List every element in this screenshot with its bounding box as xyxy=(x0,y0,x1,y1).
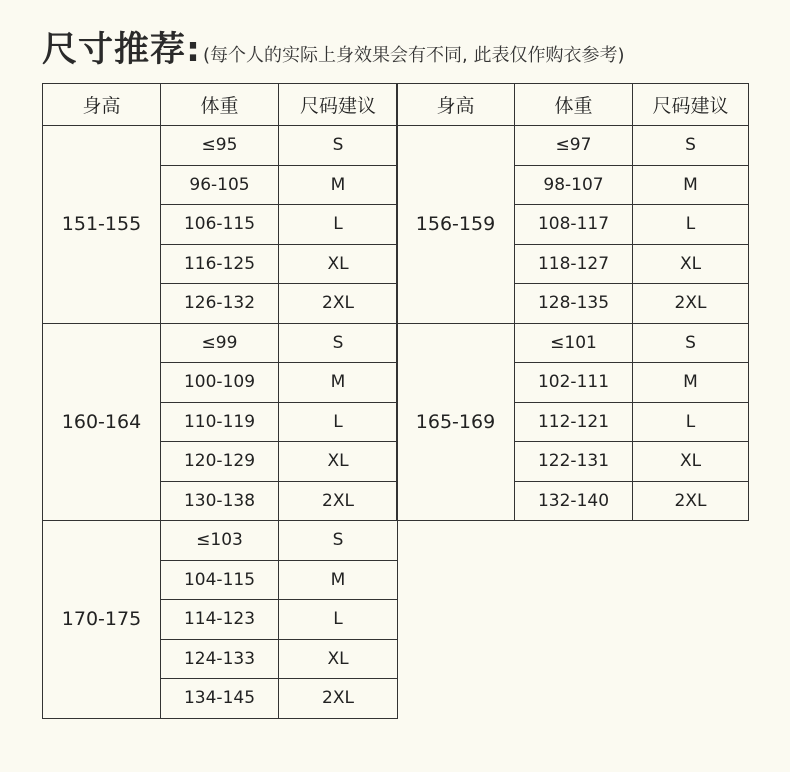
page-title-row xyxy=(42,22,625,72)
table-row xyxy=(43,126,398,166)
weight-cell: 112-121 xyxy=(515,402,633,442)
height-range-cell: 151-155 xyxy=(43,126,161,324)
header-weight: 体重 xyxy=(161,84,279,126)
table-row xyxy=(43,323,398,363)
height-range-cell: 165-169 xyxy=(397,323,515,521)
weight-cell: ≤95 xyxy=(161,126,279,166)
weight-cell: 102-111 xyxy=(515,363,633,403)
size-cell: S xyxy=(279,521,398,561)
header-size: 尺码建议 xyxy=(279,84,398,126)
height-range-cell: 160-164 xyxy=(43,323,161,521)
height-range-cell: 170-175 xyxy=(43,521,161,719)
weight-cell: 122-131 xyxy=(515,442,633,482)
size-cell: S xyxy=(279,323,398,363)
size-table-right xyxy=(396,83,749,521)
size-cell: XL xyxy=(279,639,398,679)
header-weight: 体重 xyxy=(515,84,633,126)
table-header-row xyxy=(397,84,749,126)
weight-cell: 124-133 xyxy=(161,639,279,679)
size-cell: 2XL xyxy=(279,679,398,719)
size-cell: L xyxy=(633,402,749,442)
weight-cell: 100-109 xyxy=(161,363,279,403)
size-cell: 2XL xyxy=(633,284,749,324)
weight-cell: 114-123 xyxy=(161,600,279,640)
size-cell: L xyxy=(633,205,749,245)
size-cell: M xyxy=(633,165,749,205)
weight-cell: 116-125 xyxy=(161,244,279,284)
weight-cell: 128-135 xyxy=(515,284,633,324)
size-cell: S xyxy=(633,126,749,166)
table-row xyxy=(43,521,398,561)
table-header-row xyxy=(43,84,398,126)
size-cell: XL xyxy=(633,244,749,284)
weight-cell: 106-115 xyxy=(161,205,279,245)
height-range-cell: 156-159 xyxy=(397,126,515,324)
size-table-left xyxy=(42,83,398,719)
weight-cell: 96-105 xyxy=(161,165,279,205)
size-cell: M xyxy=(279,363,398,403)
size-cell: M xyxy=(279,560,398,600)
page-title: 尺寸推荐: xyxy=(42,30,201,70)
size-cell: M xyxy=(633,363,749,403)
header-height: 身高 xyxy=(43,84,161,126)
size-cell: L xyxy=(279,600,398,640)
weight-cell: 104-115 xyxy=(161,560,279,600)
weight-cell: 126-132 xyxy=(161,284,279,324)
header-height: 身高 xyxy=(397,84,515,126)
header-size: 尺码建议 xyxy=(633,84,749,126)
weight-cell: 130-138 xyxy=(161,481,279,521)
page-subtitle-note: (每个人的实际上身效果会有不同, 此表仅作购衣参考) xyxy=(203,45,625,66)
size-cell: L xyxy=(279,402,398,442)
size-cell: 2XL xyxy=(633,481,749,521)
weight-cell: 108-117 xyxy=(515,205,633,245)
weight-cell: ≤101 xyxy=(515,323,633,363)
size-cell: 2XL xyxy=(279,284,398,324)
size-cell: XL xyxy=(279,442,398,482)
weight-cell: 118-127 xyxy=(515,244,633,284)
size-cell: L xyxy=(279,205,398,245)
weight-cell: ≤103 xyxy=(161,521,279,561)
weight-cell: 120-129 xyxy=(161,442,279,482)
table-row xyxy=(397,323,749,363)
size-cell: S xyxy=(633,323,749,363)
weight-cell: 98-107 xyxy=(515,165,633,205)
weight-cell: 132-140 xyxy=(515,481,633,521)
weight-cell: ≤97 xyxy=(515,126,633,166)
size-cell: XL xyxy=(279,244,398,284)
size-cell: XL xyxy=(633,442,749,482)
weight-cell: ≤99 xyxy=(161,323,279,363)
size-cell: S xyxy=(279,126,398,166)
weight-cell: 110-119 xyxy=(161,402,279,442)
size-cell: 2XL xyxy=(279,481,398,521)
size-cell: M xyxy=(279,165,398,205)
table-row xyxy=(397,126,749,166)
weight-cell: 134-145 xyxy=(161,679,279,719)
